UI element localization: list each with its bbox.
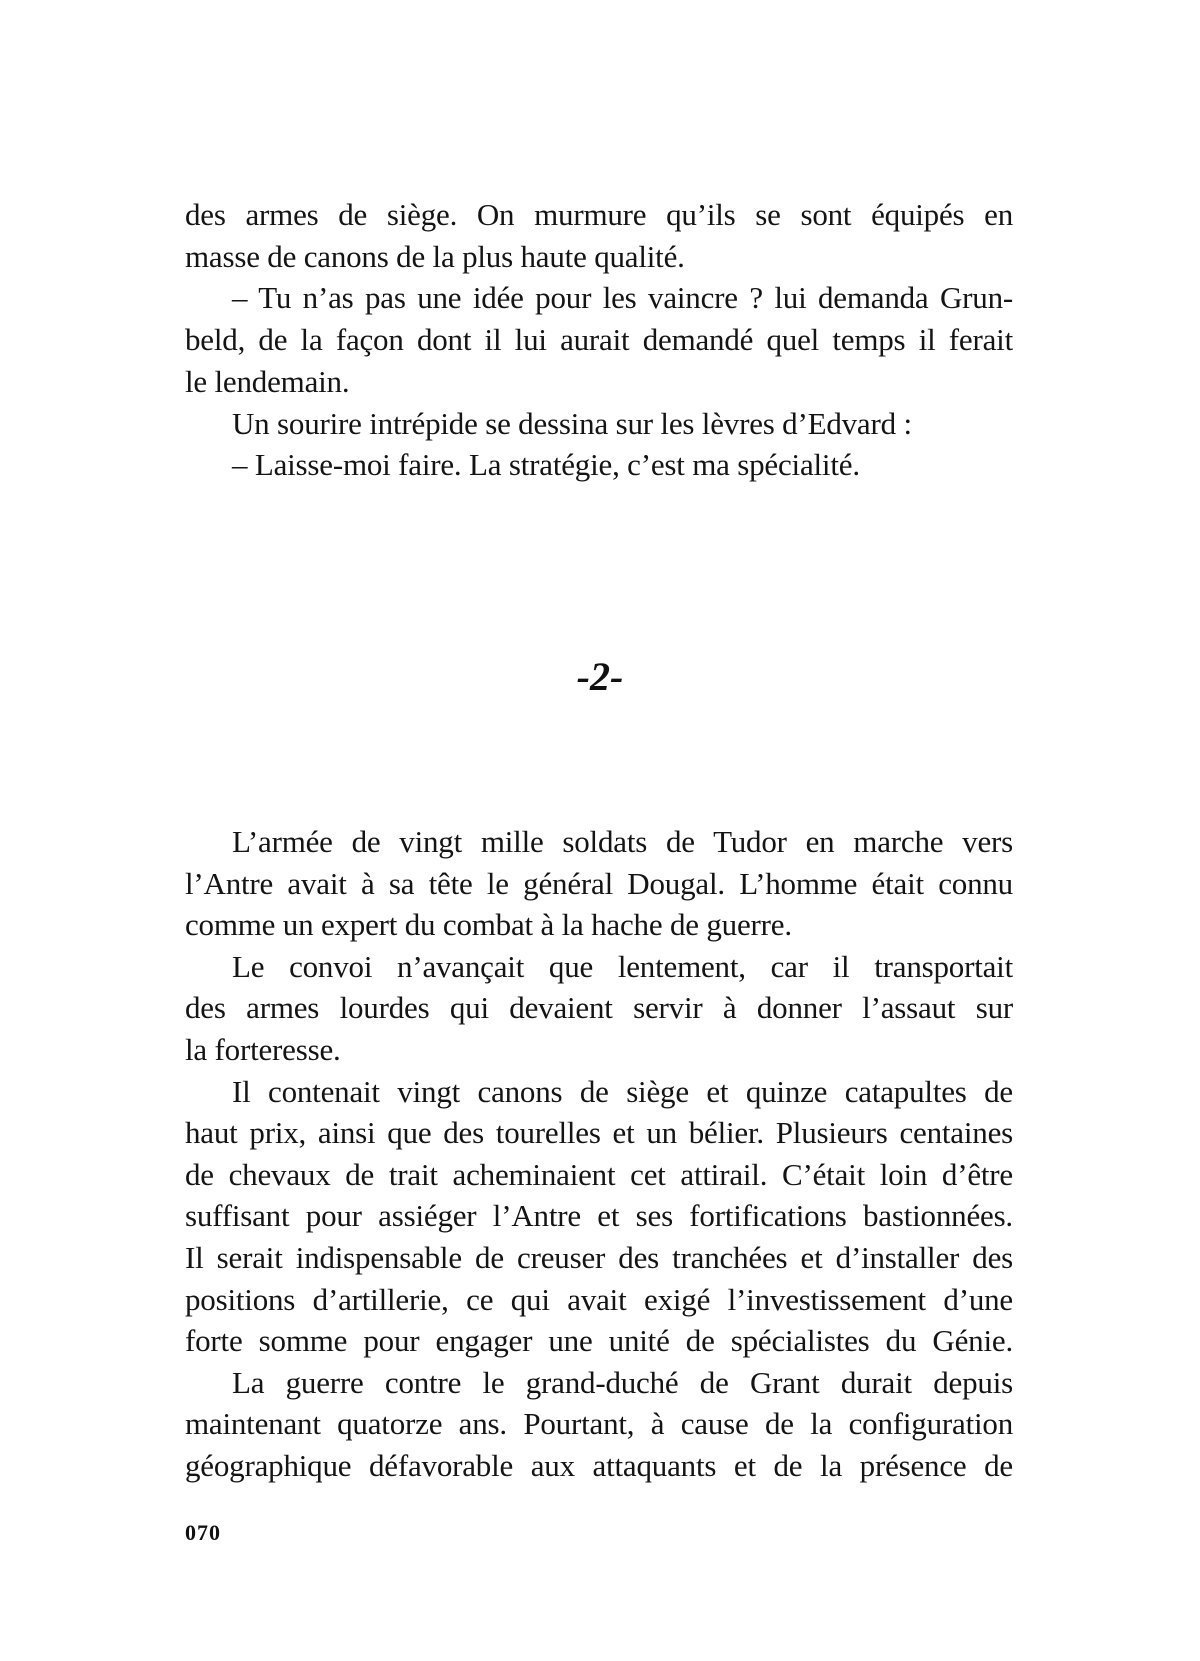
text-line: La guerre contre le grand-duché de Grant durait depuis (232, 1364, 1013, 1400)
text-line: L’armée de vingt mille soldats de Tudor en marche vers (232, 824, 1013, 859)
text-line: de chevaux de trait acheminaient cet attirail. C’était loin d’être (185, 1156, 1013, 1192)
text-line: Il serait indispensable de creuser des tranchées et d’installer des (185, 1240, 1013, 1275)
text-line: des armes de siège. On murmure qu’ils se sont équipés en (185, 197, 1013, 232)
text-line: géographique défavorable aux attaquants et de la présence de (185, 1448, 1013, 1483)
chapter-heading: -2- (576, 654, 624, 699)
text-line: comme un expert du combat à la hache de guerre. (185, 907, 792, 943)
text-line: forte somme pour engager une unité de spécialistes du Génie. (185, 1323, 1013, 1359)
text-line: Un sourire intrépide se dessina sur les lèvres d’Edvard : (232, 405, 912, 441)
text-line: la forteresse. (185, 1032, 341, 1067)
text-line: haut prix, ainsi que des tourelles et un bélier. Plusieurs centaines (185, 1115, 1013, 1151)
page-number: 070 (185, 1520, 221, 1545)
text-line: l’Antre avait à sa tête le général Dougal. L’homme était connu (185, 865, 1013, 901)
text-line: – Laisse-moi faire. La stratégie, c’est ma spécialité. (232, 447, 860, 483)
text-line: Le convoi n’avançait que lentement, car il transportait (232, 948, 1013, 984)
text-line: positions d’artillerie, ce qui avait exigé l’investissement d’une (185, 1281, 1013, 1317)
text-line: le lendemain. (185, 363, 350, 399)
text-line: beld, de la façon dont il lui aurait demandé quel temps il ferait (185, 322, 1013, 358)
text-line: maintenant quatorze ans. Pourtant, à cause de la configuration (185, 1406, 1013, 1442)
text-line: suffisant pour assiéger l’Antre et ses fortifications bastionnées. (185, 1198, 1013, 1234)
text-line: Il contenait vingt canons de siège et quinze catapultes de (232, 1073, 1013, 1109)
text-line: des armes lourdes qui devaient servir à donner l’assaut sur (185, 990, 1013, 1026)
text-line: – Tu n’as pas une idée pour les vaincre ? lui demanda Grun- (232, 280, 1013, 316)
text-line: masse de canons de la plus haute qualité. (185, 238, 685, 274)
